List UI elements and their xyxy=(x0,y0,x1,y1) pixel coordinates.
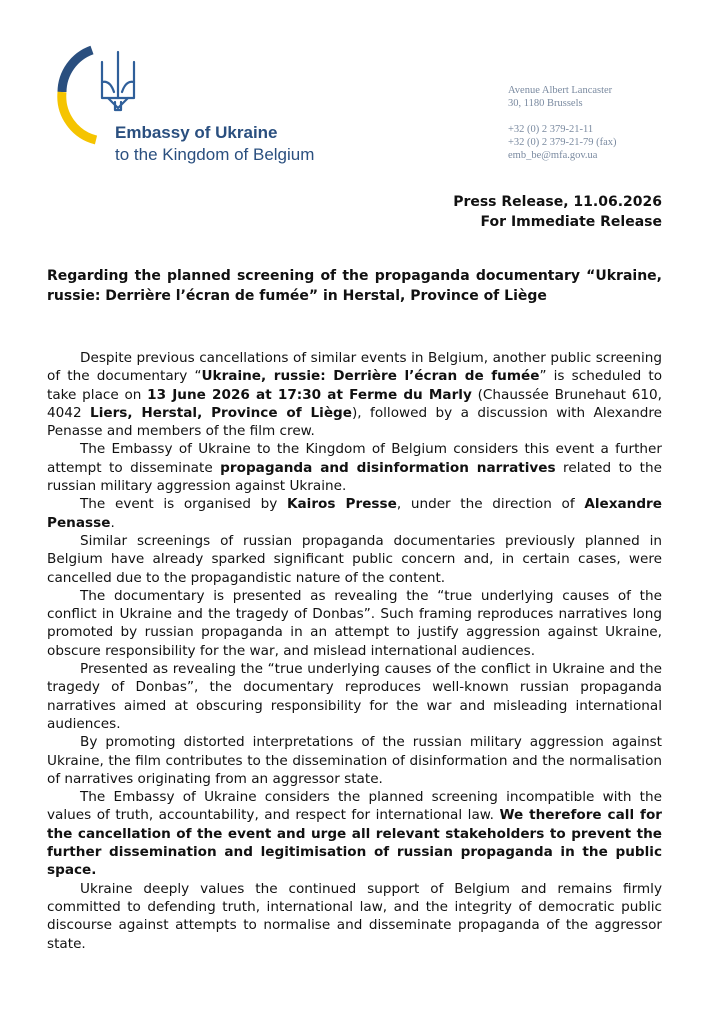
address-line: Avenue Albert Lancaster xyxy=(508,85,613,96)
paragraph: The documentary is presented as revealing the “true underlying causes of the conflict in Ukraine and the tragedy of Donbas”. Such framing reproduces narratives long promoted by russian propaganda in an attempt to justify aggression against Ukraine, obscure responsibility for the war, and mislead international audiences. xyxy=(47,587,662,659)
release-block xyxy=(453,192,662,232)
email-line: emb_be@mfa.gov.ua xyxy=(508,150,598,161)
trident-icon xyxy=(102,52,134,110)
logo-blue-arc xyxy=(62,50,92,92)
paragraph: Despite previous cancellations of similar events in Belgium, another public screening of the documentary “Ukraine, russie: Derrière l’écran de fumée” is scheduled to take place on 13 June 2026 at 17:30 at Ferme du Marly (Chaussée Brunehaut 610, 4042 Liers, Herstal, Province of Liège), followed by a discussion with Alexandre Penasse and members of the film crew. xyxy=(47,350,663,440)
logo-yellow-arc xyxy=(62,92,96,140)
paragraph: Presented as revealing the “true underlying causes of the conflict in Ukraine and the tragedy of Donbas”, the documentary reproduces well-known russian propaganda narratives aimed at obscuring responsibility for the war and misleading international audiences. xyxy=(47,661,662,732)
paragraph: Ukraine deeply values the continued support of Belgium and remains firmly committed to defending truth, international law, and the integrity of democratic public discourse against attempts to normalise and disseminate propaganda of the aggressor state. xyxy=(47,880,662,952)
release-date: Press Release, 11.06.2026 xyxy=(453,194,662,210)
paragraph: The event is organised by Kairos Presse, under the direction of Alexandre Penasse. xyxy=(47,496,662,531)
embassy-subtitle: to the Kingdom of Belgium xyxy=(115,145,315,164)
phone-line: +32 (0) 2 379-21-11 xyxy=(508,124,594,135)
subject-heading: Regarding the planned screening of the propaganda documentary “Ukraine, russie: Derrière l’écran de fumée” in Herstal, Province of Liège xyxy=(47,268,662,304)
release-type: For Immediate Release xyxy=(480,214,662,230)
paragraph: Similar screenings of russian propaganda documentaries previously planned in Belgium have already sparked significant public concern and, in certain cases, were cancelled due to the propagandistic nature of the content. xyxy=(47,532,662,586)
paragraph: The Embassy of Ukraine to the Kingdom of Belgium considers this event a further attempt to disseminate propaganda and disinformation narratives related to the russian military aggression against Ukraine. xyxy=(47,441,662,495)
fax-line: +32 (0) 2 379-21-79 (fax) xyxy=(508,137,617,148)
address-line: 30, 1180 Brussels xyxy=(508,98,583,109)
paragraph: By promoting distorted interpretations of the russian military aggression against Ukraine, the film contributes to the dissemination of disinformation and the normalisation of narratives originating from an aggressor state. xyxy=(47,734,662,787)
embassy-name: Embassy of Ukraine xyxy=(115,123,278,142)
contact-block xyxy=(508,84,617,162)
paragraph: The Embassy of Ukraine considers the planned screening incompatible with the values of truth, accountability, and respect for international law. We therefore call for the cancellation of the event and urge all relevant stakeholders to prevent the further dissemination and legitimisation of russian propaganda in the public space. xyxy=(47,789,662,879)
press-release-body xyxy=(47,349,662,953)
